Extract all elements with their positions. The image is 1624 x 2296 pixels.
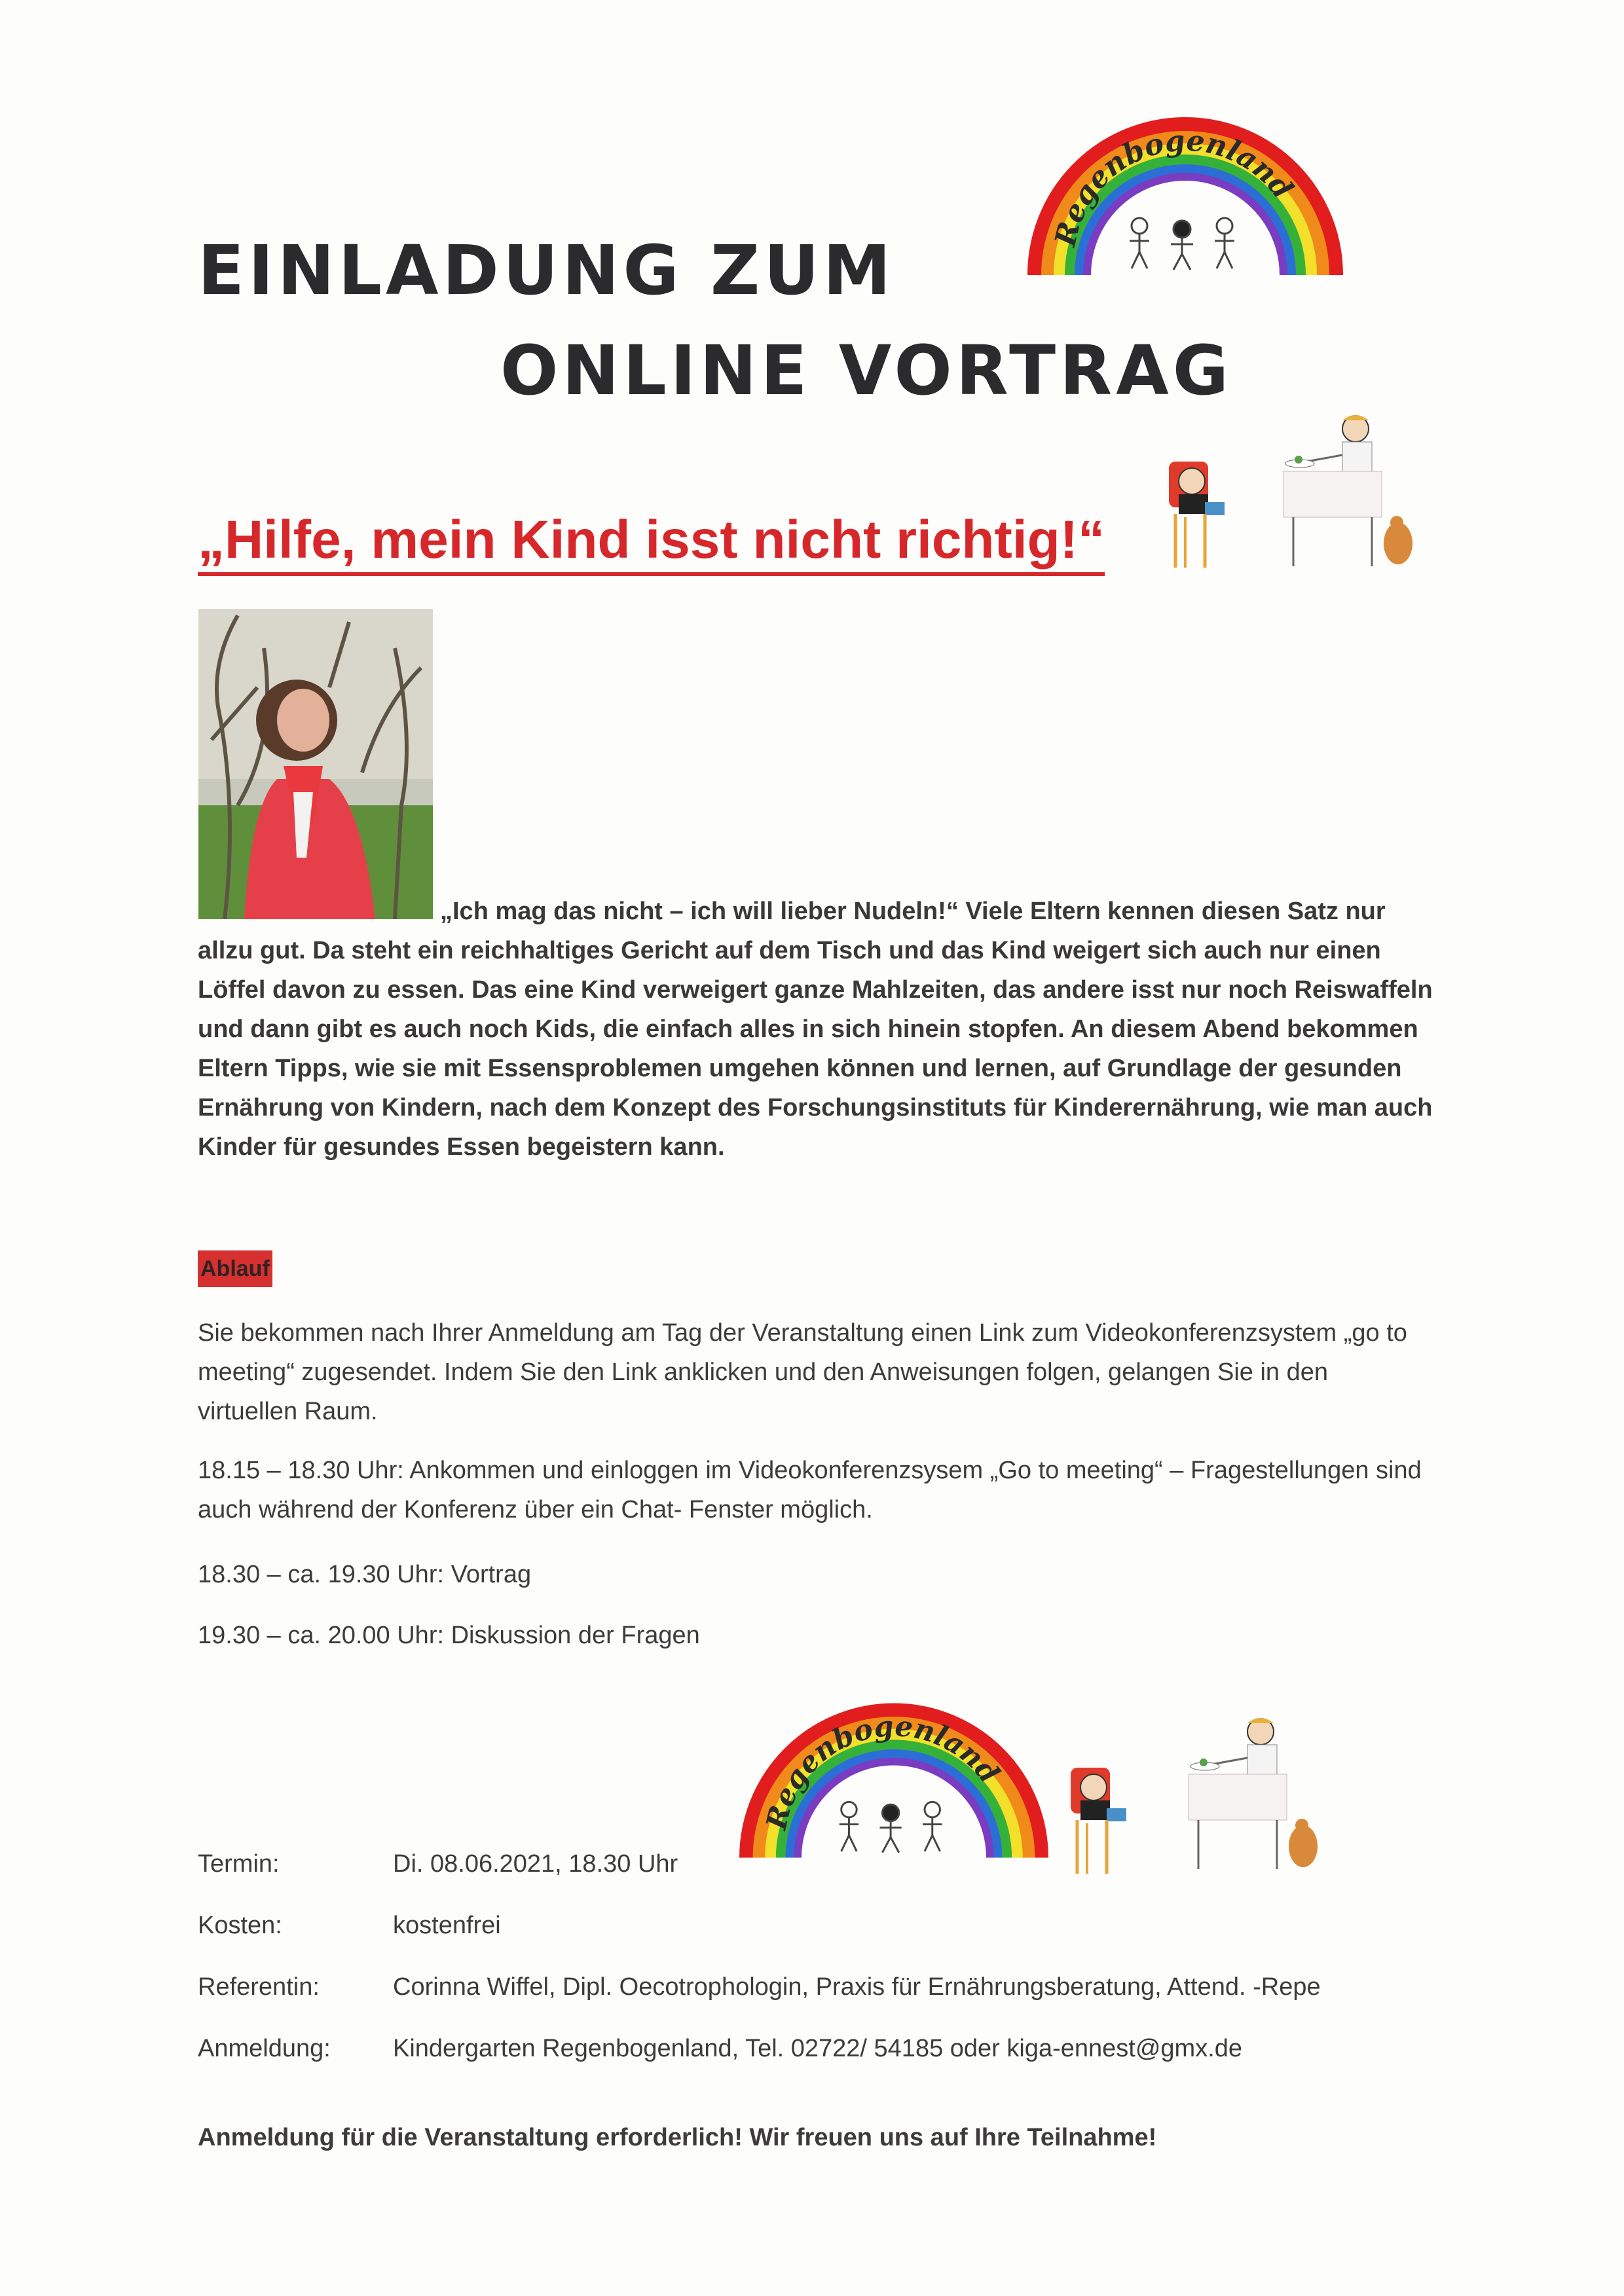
ablauf-heading: Ablauf bbox=[198, 1250, 272, 1287]
adult-at-table-illustration bbox=[1185, 1709, 1333, 1879]
intro-paragraph: „Ich mag das nicht – ich will lieber Nudeln!“ Viele Eltern kennen diesen Satz nur allzu gut. Da steht ein reichhaltiges Gericht auf dem Tisch und das Kind weigert sich auch nur einen Löffel davon zu essen. Das eine Kind verweigert ganze Mahlzeiten, das andere isst nur noch Reiswaffeln und dann gibt es auch noch Kids, die einfach alles in sich hinein stopfen. An diesem Abend bekommen Eltern Tipps, wie sie mit Essensproblemen umgehen können und lernen, auf Grundlage der gesunden Ernährung von Kindern, nach dem Konzept des Forschungsinstituts für Kinderernährung, wie man auch Kinder für gesundes Essen begeistern kann. bbox=[198, 898, 1433, 1161]
termin-label: Termin: bbox=[198, 1850, 280, 1878]
child-at-highchair-illustration bbox=[1159, 455, 1231, 570]
child-at-highchair-illustration bbox=[1061, 1761, 1133, 1876]
ablauf-paragraph: Sie bekommen nach Ihrer Anmeldung am Tag der Veranstaltung einen Link zum Videokonferenzsystem „go to meeting“ zugesendet. Indem Sie den Link anklicken und den Anweisungen folgen, gelangen Sie in den virtuellen Raum. bbox=[198, 1319, 1407, 1425]
schedule-item: 18.15 – 18.30 Uhr: Ankommen und einloggen im Videokonferenzsysem „Go to meeting“ – Fragestellungen sind auch während der Konferenz über ein Chat- Fenster möglich. bbox=[198, 1457, 1422, 1523]
closing-note: Anmeldung für die Veranstaltung erforderlich! Wir freuen uns auf Ihre Teilnahme! bbox=[198, 2124, 1157, 2151]
page-title-line1: EINLADUNG ZUM bbox=[198, 230, 895, 310]
kosten-value: kostenfrei bbox=[393, 1912, 501, 1939]
detail-row-kosten bbox=[198, 1912, 501, 1940]
logo-text: Regenbogenland bbox=[1048, 124, 1300, 250]
termin-value: Di. 08.06.2021, 18.30 Uhr bbox=[393, 1850, 678, 1878]
stick-figures-icon bbox=[840, 1802, 942, 1852]
schedule-item: 18.30 – ca. 19.30 Uhr: Vortrag bbox=[198, 1561, 532, 1588]
detail-row-referentin bbox=[198, 1973, 1321, 2001]
detail-row-termin bbox=[198, 1850, 678, 1878]
kosten-label: Kosten: bbox=[198, 1912, 282, 1939]
rainbow-logo bbox=[740, 1696, 1048, 1866]
rainbow-logo bbox=[1028, 111, 1342, 282]
referentin-value: Corinna Wiffel, Dipl. Oecotrophologin, Praxis für Ernährungsberatung, Attend. -Repe bbox=[393, 1973, 1321, 2001]
referentin-label: Referentin: bbox=[198, 1973, 320, 2001]
speaker-portrait-photo bbox=[198, 609, 433, 919]
anmeldung-value: Kindergarten Regenbogenland, Tel. 02722/ 54185 oder kiga-ennest@gmx.de bbox=[393, 2035, 1243, 2062]
adult-at-table-illustration bbox=[1280, 412, 1428, 570]
stick-figures-icon bbox=[1130, 218, 1234, 270]
logo-text: Regenbogenland bbox=[760, 1709, 1006, 1833]
schedule-item: 19.30 – ca. 20.00 Uhr: Diskussion der Fragen bbox=[198, 1622, 700, 1649]
detail-row-anmeldung bbox=[198, 2035, 1242, 2063]
page-title-line2: ONLINE VORTRAG bbox=[500, 331, 1233, 410]
event-subtitle: „Hilfe, mein Kind isst nicht richtig!“ bbox=[198, 509, 1105, 576]
anmeldung-label: Anmeldung: bbox=[198, 2035, 331, 2062]
